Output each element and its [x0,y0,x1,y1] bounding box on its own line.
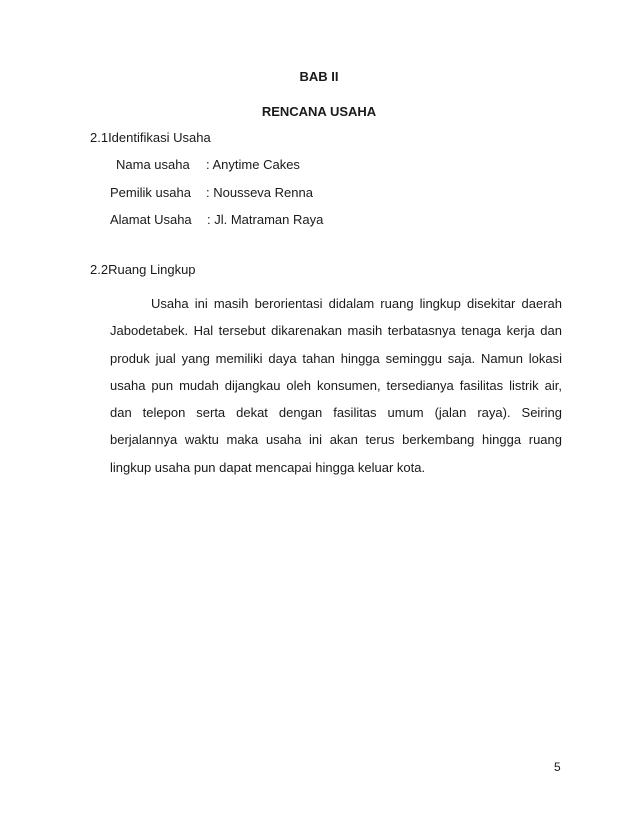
paragraph-line: berjalannya waktu maka usaha ini akan terus berkembang hingga ruang [110,432,562,448]
paragraph-line: produk jual yang memiliki daya tahan hingga seminggu saja. Namun lokasi [110,350,562,366]
page-number: 5 [554,760,561,774]
section-heading-ruang-lingkup: 2.2Ruang Lingkup [90,262,196,277]
chapter-title: RENCANA USAHA [261,104,377,119]
ruang-lingkup-paragraph [110,290,562,481]
field-label: Nama usaha [116,157,190,172]
field-label: Pemilik usaha [110,185,191,200]
field-value: : Jl. Matraman Raya [207,212,324,227]
field-label: Alamat Usaha [110,212,192,227]
section-heading-identifikasi: 2.1Identifikasi Usaha [90,130,211,145]
chapter-label: BAB II [299,69,339,84]
paragraph-line: Usaha ini masih berorientasi didalam ruang lingkup disekitar daerah [151,296,562,311]
paragraph-line: Jabodetabek. Hal tersebut dikarenakan masih terbatasnya tenaga kerja dan [110,323,562,339]
field-value: : Anytime Cakes [206,157,300,172]
paragraph-line: lingkup usaha pun dapat mencapai hingga keluar kota. [110,459,426,475]
paragraph-line: usaha pun mudah dijangkau oleh konsumen, tersedianya fasilitas listrik air, [110,377,562,393]
paragraph-line: dan telepon serta dekat dengan fasilitas umum (jalan raya). Seiring [110,405,562,421]
field-value: : Nousseva Renna [206,185,313,200]
